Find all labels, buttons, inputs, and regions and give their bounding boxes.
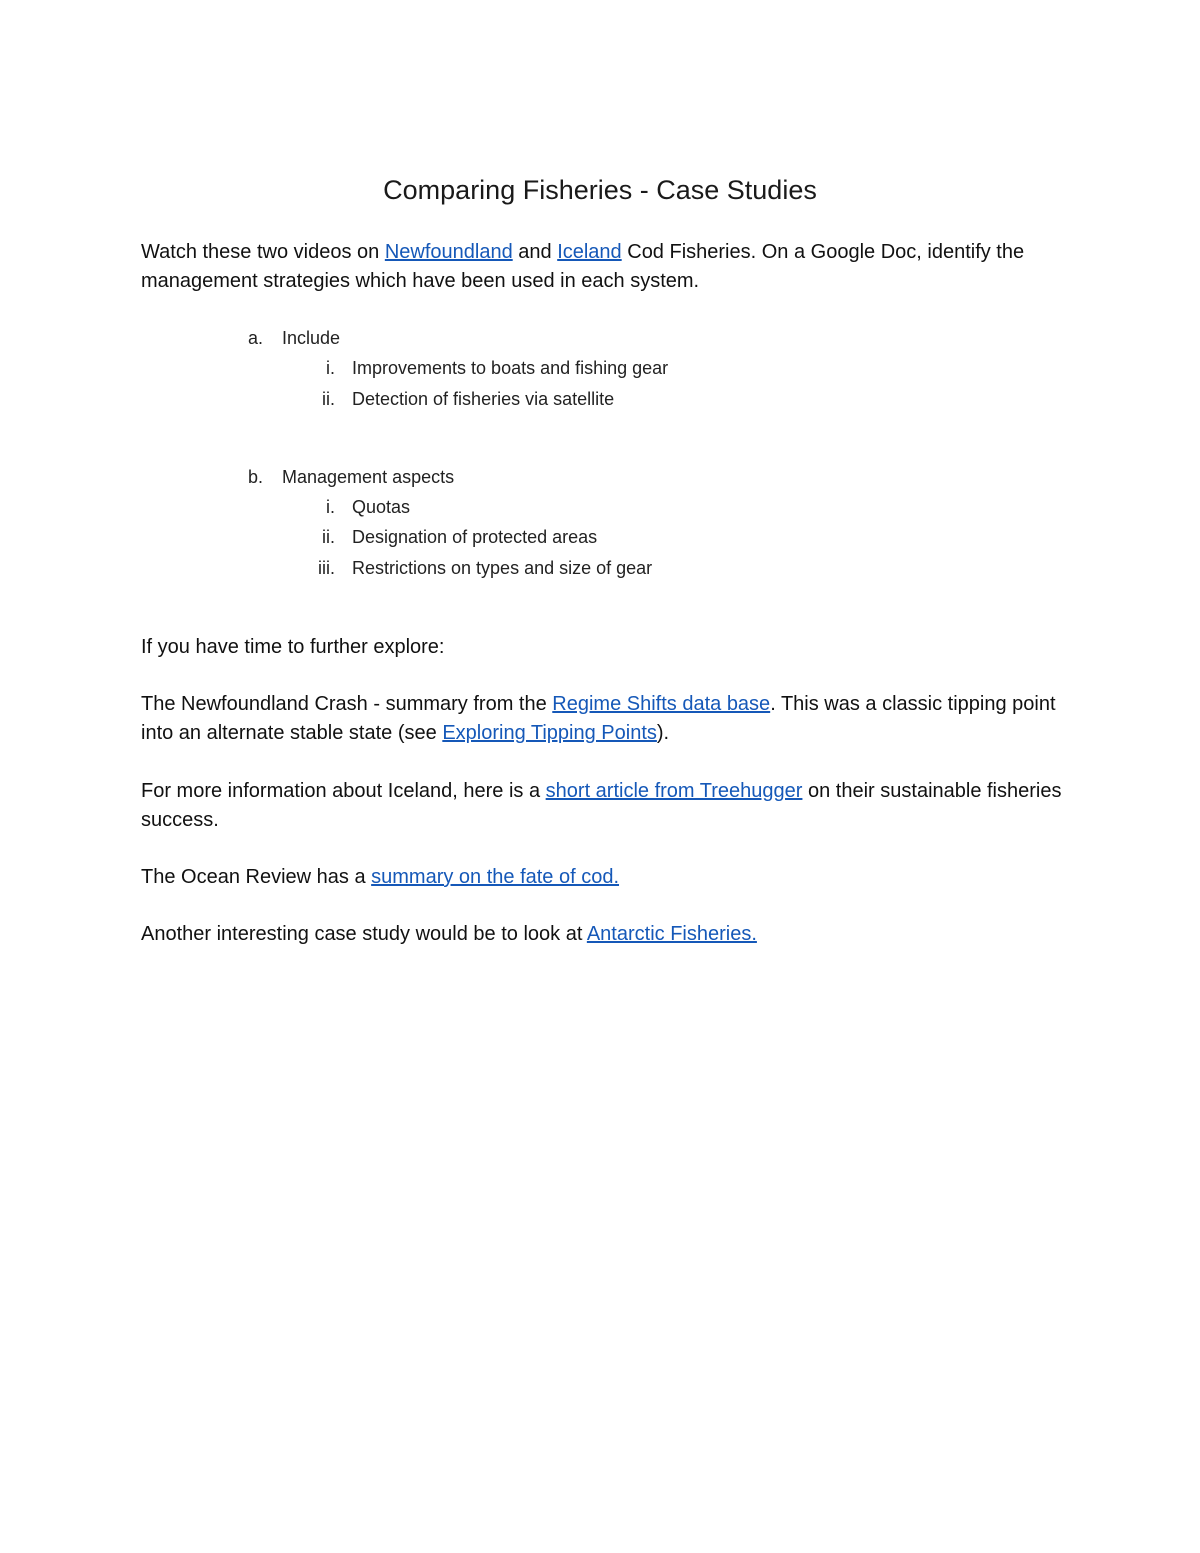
regime-paragraph	[141, 690, 1066, 748]
list-marker-b-i: i.	[326, 497, 335, 517]
antarctic-text-1: Another interesting case study would be to look at	[141, 923, 587, 945]
ocean-paragraph	[141, 863, 1066, 892]
list-item-protected-areas: Designation of protected areas	[352, 527, 598, 547]
newfoundland-link[interactable]: Newfoundland	[384, 241, 513, 263]
list-item-gear-restrictions: Restrictions on types and size of gear	[352, 558, 653, 578]
list-marker-a-i: i.	[326, 358, 335, 378]
list-item-quotas: Quotas	[352, 497, 411, 517]
intro-paragraph	[141, 238, 1066, 296]
iceland-link[interactable]: Iceland	[557, 241, 622, 263]
intro-text-3: Cod Fisheries. On a Google Doc, identify the management strategies which have been used in each system.	[141, 241, 1025, 292]
page-title: Comparing Fisheries - Case Studies	[383, 175, 817, 205]
treehugger-link[interactable]: short article from Treehugger	[545, 780, 803, 802]
list-item-management-aspects: Management aspects	[282, 467, 455, 487]
regime-text-2: . This was a classic tipping point into an alternate stable state (see	[141, 693, 1056, 744]
explore-heading: If you have time to further explore:	[141, 636, 445, 658]
regime-shifts-link[interactable]: Regime Shifts data base	[552, 693, 771, 715]
iceland-text-2: on their sustainable fisheries success.	[141, 780, 1062, 831]
fate-of-cod-link[interactable]: summary on the fate of cod.	[371, 866, 620, 888]
antarctic-paragraph	[141, 920, 1066, 949]
list-marker-b: b.	[247, 467, 263, 487]
list-marker-a: a.	[247, 328, 263, 348]
list-item-include: Include	[282, 328, 341, 348]
list-marker-b-ii: ii.	[322, 527, 335, 547]
intro-text-1: Watch these two videos on	[141, 241, 385, 263]
ocean-text-1: The Ocean Review has a	[141, 866, 372, 888]
list-marker-b-iii: iii.	[318, 558, 335, 578]
iceland-paragraph	[141, 777, 1066, 835]
regime-text-1: The Newfoundland Crash - summary from the	[141, 693, 553, 715]
iceland-text-1: For more information about Iceland, here is a	[141, 780, 546, 802]
regime-text-3: ).	[656, 722, 670, 744]
list-item-detection: Detection of fisheries via satellite	[352, 389, 615, 409]
antarctic-fisheries-link[interactable]: Antarctic Fisheries.	[586, 923, 757, 945]
intro-text-2: and	[512, 241, 558, 263]
tipping-points-link[interactable]: Exploring Tipping Points	[442, 722, 657, 744]
list-item-improvements: Improvements to boats and fishing gear	[352, 358, 669, 378]
list-marker-a-ii: ii.	[322, 389, 335, 409]
